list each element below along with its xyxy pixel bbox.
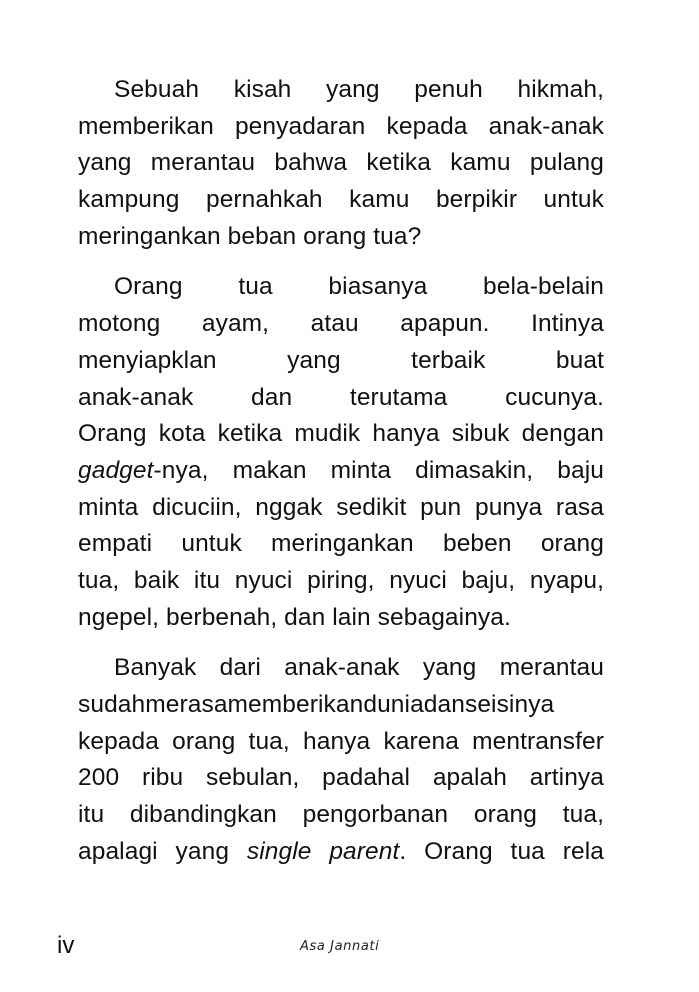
text-line: ngepel, berbenah, dan lain sebagainya.: [78, 603, 511, 631]
text-segment: -nya, makan minta dimasakin, baju: [153, 456, 604, 484]
paragraph: [78, 72, 604, 255]
text-line: Sebuah kisah yang penuh hikmah,: [114, 76, 604, 103]
paragraph: [78, 269, 604, 636]
text-line: minta dicuciin, nggak sedikit pun punya rasa: [78, 493, 604, 521]
text-segment: . Orang tua rela: [399, 837, 604, 865]
running-footer-author: Asa Jannati: [300, 939, 380, 954]
body-text: [78, 72, 604, 884]
italic-term: gadget: [78, 456, 154, 484]
text-line: meringankan beban orang tua?: [78, 222, 422, 250]
text-line: [78, 834, 604, 871]
text-line: menyiapklan yang terbaik buat: [78, 346, 604, 374]
text-line: itu dibandingkan pengorbanan orang tua,: [78, 801, 604, 829]
page-number: iv: [57, 932, 75, 959]
text-line: Orang tua biasanya bela-belain: [114, 273, 604, 301]
text-segment: apalagi yang: [78, 837, 247, 865]
text-line: 200 ribu sebulan, padahal apalah artinya: [78, 764, 604, 792]
paragraph: [78, 650, 604, 870]
text-line: tua, baik itu nyuci piring, nyuci baju, nyapu,: [78, 566, 604, 594]
text-line: sudahmerasamemberikanduniadanseisinya: [78, 691, 555, 718]
text-line: Orang kota ketika mudik hanya sibuk dengan: [78, 420, 604, 448]
text-line: Banyak dari anak-anak yang merantau: [114, 654, 604, 682]
text-line: [78, 453, 604, 490]
text-line: yang merantau bahwa ketika kamu pulang: [78, 149, 604, 177]
text-line: memberikan penyadaran kepada anak-anak: [78, 112, 604, 140]
italic-term: single parent: [246, 837, 400, 865]
text-line: motong ayam, atau apapun. Intinya: [78, 310, 604, 338]
text-line: kampung pernahkah kamu berpikir untuk: [78, 186, 604, 214]
text-line: kepada orang tua, hanya karena mentransfer: [78, 727, 604, 755]
text-line: anak-anak dan terutama cucunya.: [78, 383, 604, 411]
text-line: empati untuk meringankan beben orang: [78, 530, 604, 558]
